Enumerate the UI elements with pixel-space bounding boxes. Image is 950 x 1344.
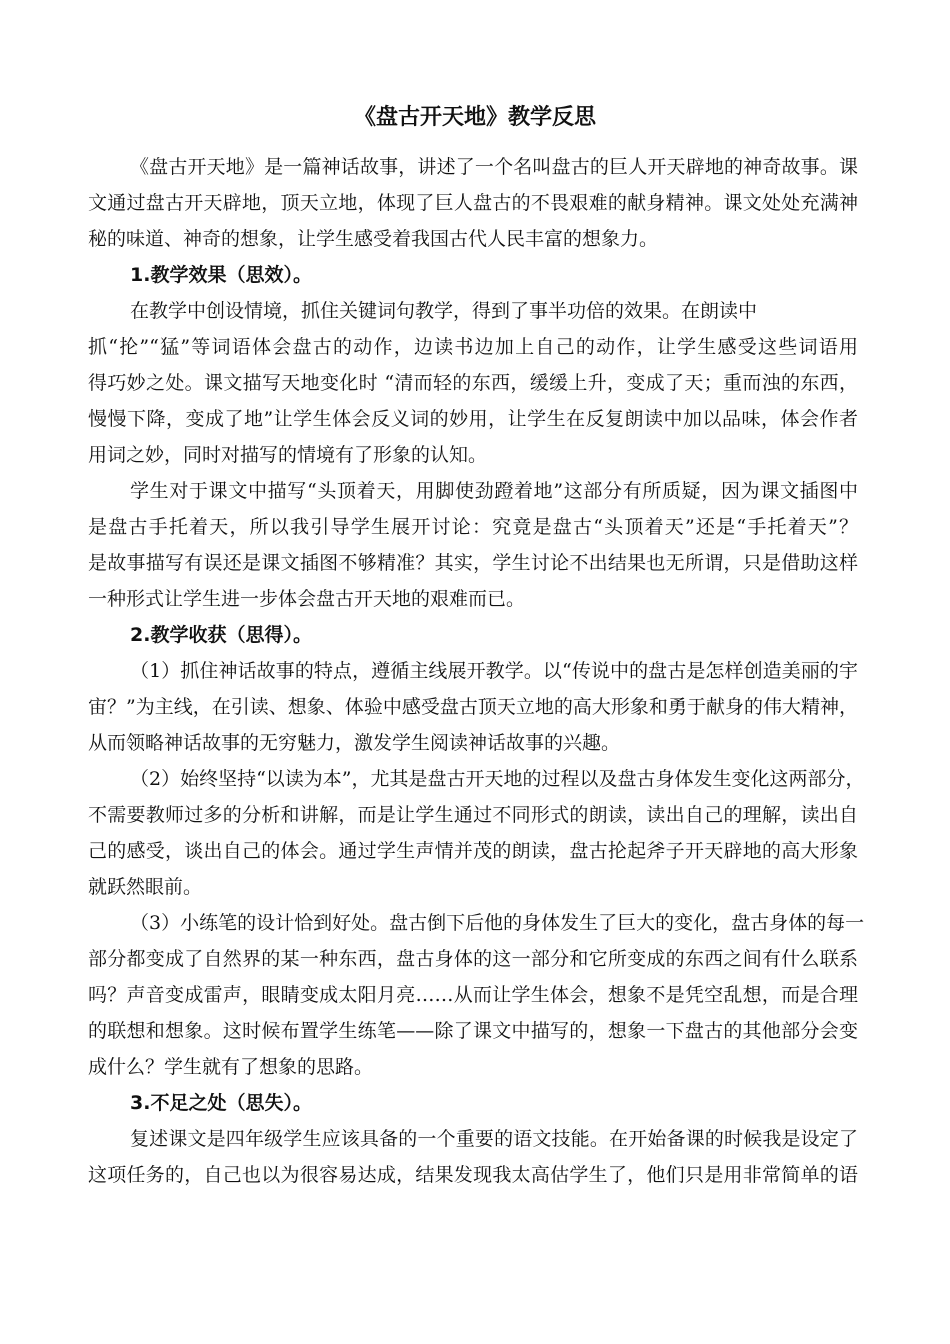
paragraph-line: （3）小练笔的设计恰到好处。盘古倒下后他的身体发生了巨大的变化，盘古身体的每一 bbox=[130, 912, 865, 934]
paragraph-line: 得巧妙之处。课文描写天地变化时 “清而轻的东西，缓缓上升，变成了天；重而浊的东西， bbox=[88, 372, 858, 394]
document-title: 《盘古开天地》教学反思 bbox=[353, 105, 596, 130]
section-heading bbox=[88, 1085, 858, 1121]
paragraph-line: 部分都变成了自然界的某一种东西，盘古身体的这一部分和它所变成的东西之间有什么联系 bbox=[88, 948, 858, 970]
document-body bbox=[88, 149, 865, 1193]
paragraph-line: 这项任务的，自己也以为很容易达成，结果发现我太高估学生了，他们只是用非常简单的语 bbox=[88, 1164, 858, 1186]
paragraph bbox=[88, 653, 858, 761]
paragraph-line: 是盘古手托着天，所以我引导学生展开讨论：究竟是盘古“头顶着天”还是“手托着天”？ bbox=[88, 516, 858, 538]
paragraph-line: 不需要教师过多的分析和讲解，而是让学生通过不同形式的朗读，读出自己的理解，读出自 bbox=[88, 804, 858, 826]
paragraph bbox=[88, 1121, 858, 1193]
paragraph-line: （1）抓住神话故事的特点，遵循主线展开教学。以“传说中的盘古是怎样创造美丽的宇 bbox=[130, 660, 858, 682]
paragraph-line: 吗？声音变成雷声，眼睛变成太阳月亮……从而让学生体会，想象不是凭空乱想，而是合理 bbox=[88, 984, 858, 1006]
heading-text: 3.不足之处（思失）。 bbox=[130, 1092, 312, 1114]
paragraph-line: 己的感受，谈出自己的体会。通过学生声情并茂的朗读，盘古抡起斧子开天辟地的高大形象 bbox=[88, 840, 858, 862]
paragraph-line: （2）始终坚持“以读为本”，尤其是盘古开天地的过程以及盘古身体发生变化这两部分， bbox=[130, 768, 865, 790]
paragraph-line: 从而领略神话故事的无穷魅力，激发学生阅读神话故事的兴趣。 bbox=[88, 732, 621, 754]
paragraph-line: 是故事描写有误还是课文插图不够精准？其实，学生讨论不出结果也无所谓，只是借助这样 bbox=[88, 552, 858, 574]
paragraph-line: 《盘古开天地》是一篇神话故事，讲述了一个名叫盘古的巨人开天辟地的神奇故事。课 bbox=[130, 156, 858, 178]
paragraph bbox=[88, 473, 858, 617]
section-heading bbox=[88, 257, 858, 293]
paragraph bbox=[88, 149, 858, 257]
paragraph-line: 用词之妙，同时对描写的情境有了形象的认知。 bbox=[88, 444, 488, 466]
paragraph-line: 文通过盘古开天辟地，顶天立地，体现了巨人盘古的不畏艰难的献身精神。课文处处充满神 bbox=[88, 192, 858, 214]
paragraph-line: 的联想和想象。这时候布置学生练笔——除了课文中描写的，想象一下盘古的其他部分会变 bbox=[88, 1020, 858, 1042]
paragraph bbox=[88, 293, 858, 473]
paragraph bbox=[88, 905, 865, 1085]
paragraph-line: 一种形式让学生进一步体会盘古开天地的艰难而已。 bbox=[88, 588, 526, 610]
paragraph-line: 抓“抡”“猛”等词语体会盘古的动作，边读书边加上自己的动作，让学生感受这些词语用 bbox=[88, 336, 858, 358]
paragraph-line: 在教学中创设情境，抓住关键词句教学，得到了事半功倍的效果。在朗读中 bbox=[130, 300, 758, 322]
paragraph-line: 秘的味道、神奇的想象，让学生感受着我国古代人民丰富的想象力。 bbox=[88, 228, 659, 250]
paragraph-line: 学生对于课文中描写“头顶着天，用脚使劲蹬着地”这部分有所质疑，因为课文插图中 bbox=[130, 480, 858, 502]
paragraph-line: 复述课文是四年级学生应该具备的一个重要的语文技能。在开始备课的时候我是设定了 bbox=[130, 1128, 858, 1150]
heading-text: 2.教学收获（思得）。 bbox=[130, 624, 312, 646]
paragraph bbox=[88, 761, 865, 905]
paragraph-line: 就跃然眼前。 bbox=[88, 876, 203, 898]
paragraph-line: 成什么？学生就有了想象的思路。 bbox=[88, 1056, 374, 1078]
paragraph-line: 慢慢下降，变成了地”让学生体会反义词的妙用，让学生在反复朗读中加以品味，体会作者 bbox=[88, 408, 858, 430]
heading-text: 1.教学效果（思效）。 bbox=[130, 264, 312, 286]
section-heading bbox=[88, 617, 858, 653]
paragraph-line: 宙？”为主线，在引读、想象、体验中感受盘古顶天立地的高大形象和勇于献身的伟大精神， bbox=[88, 696, 858, 718]
